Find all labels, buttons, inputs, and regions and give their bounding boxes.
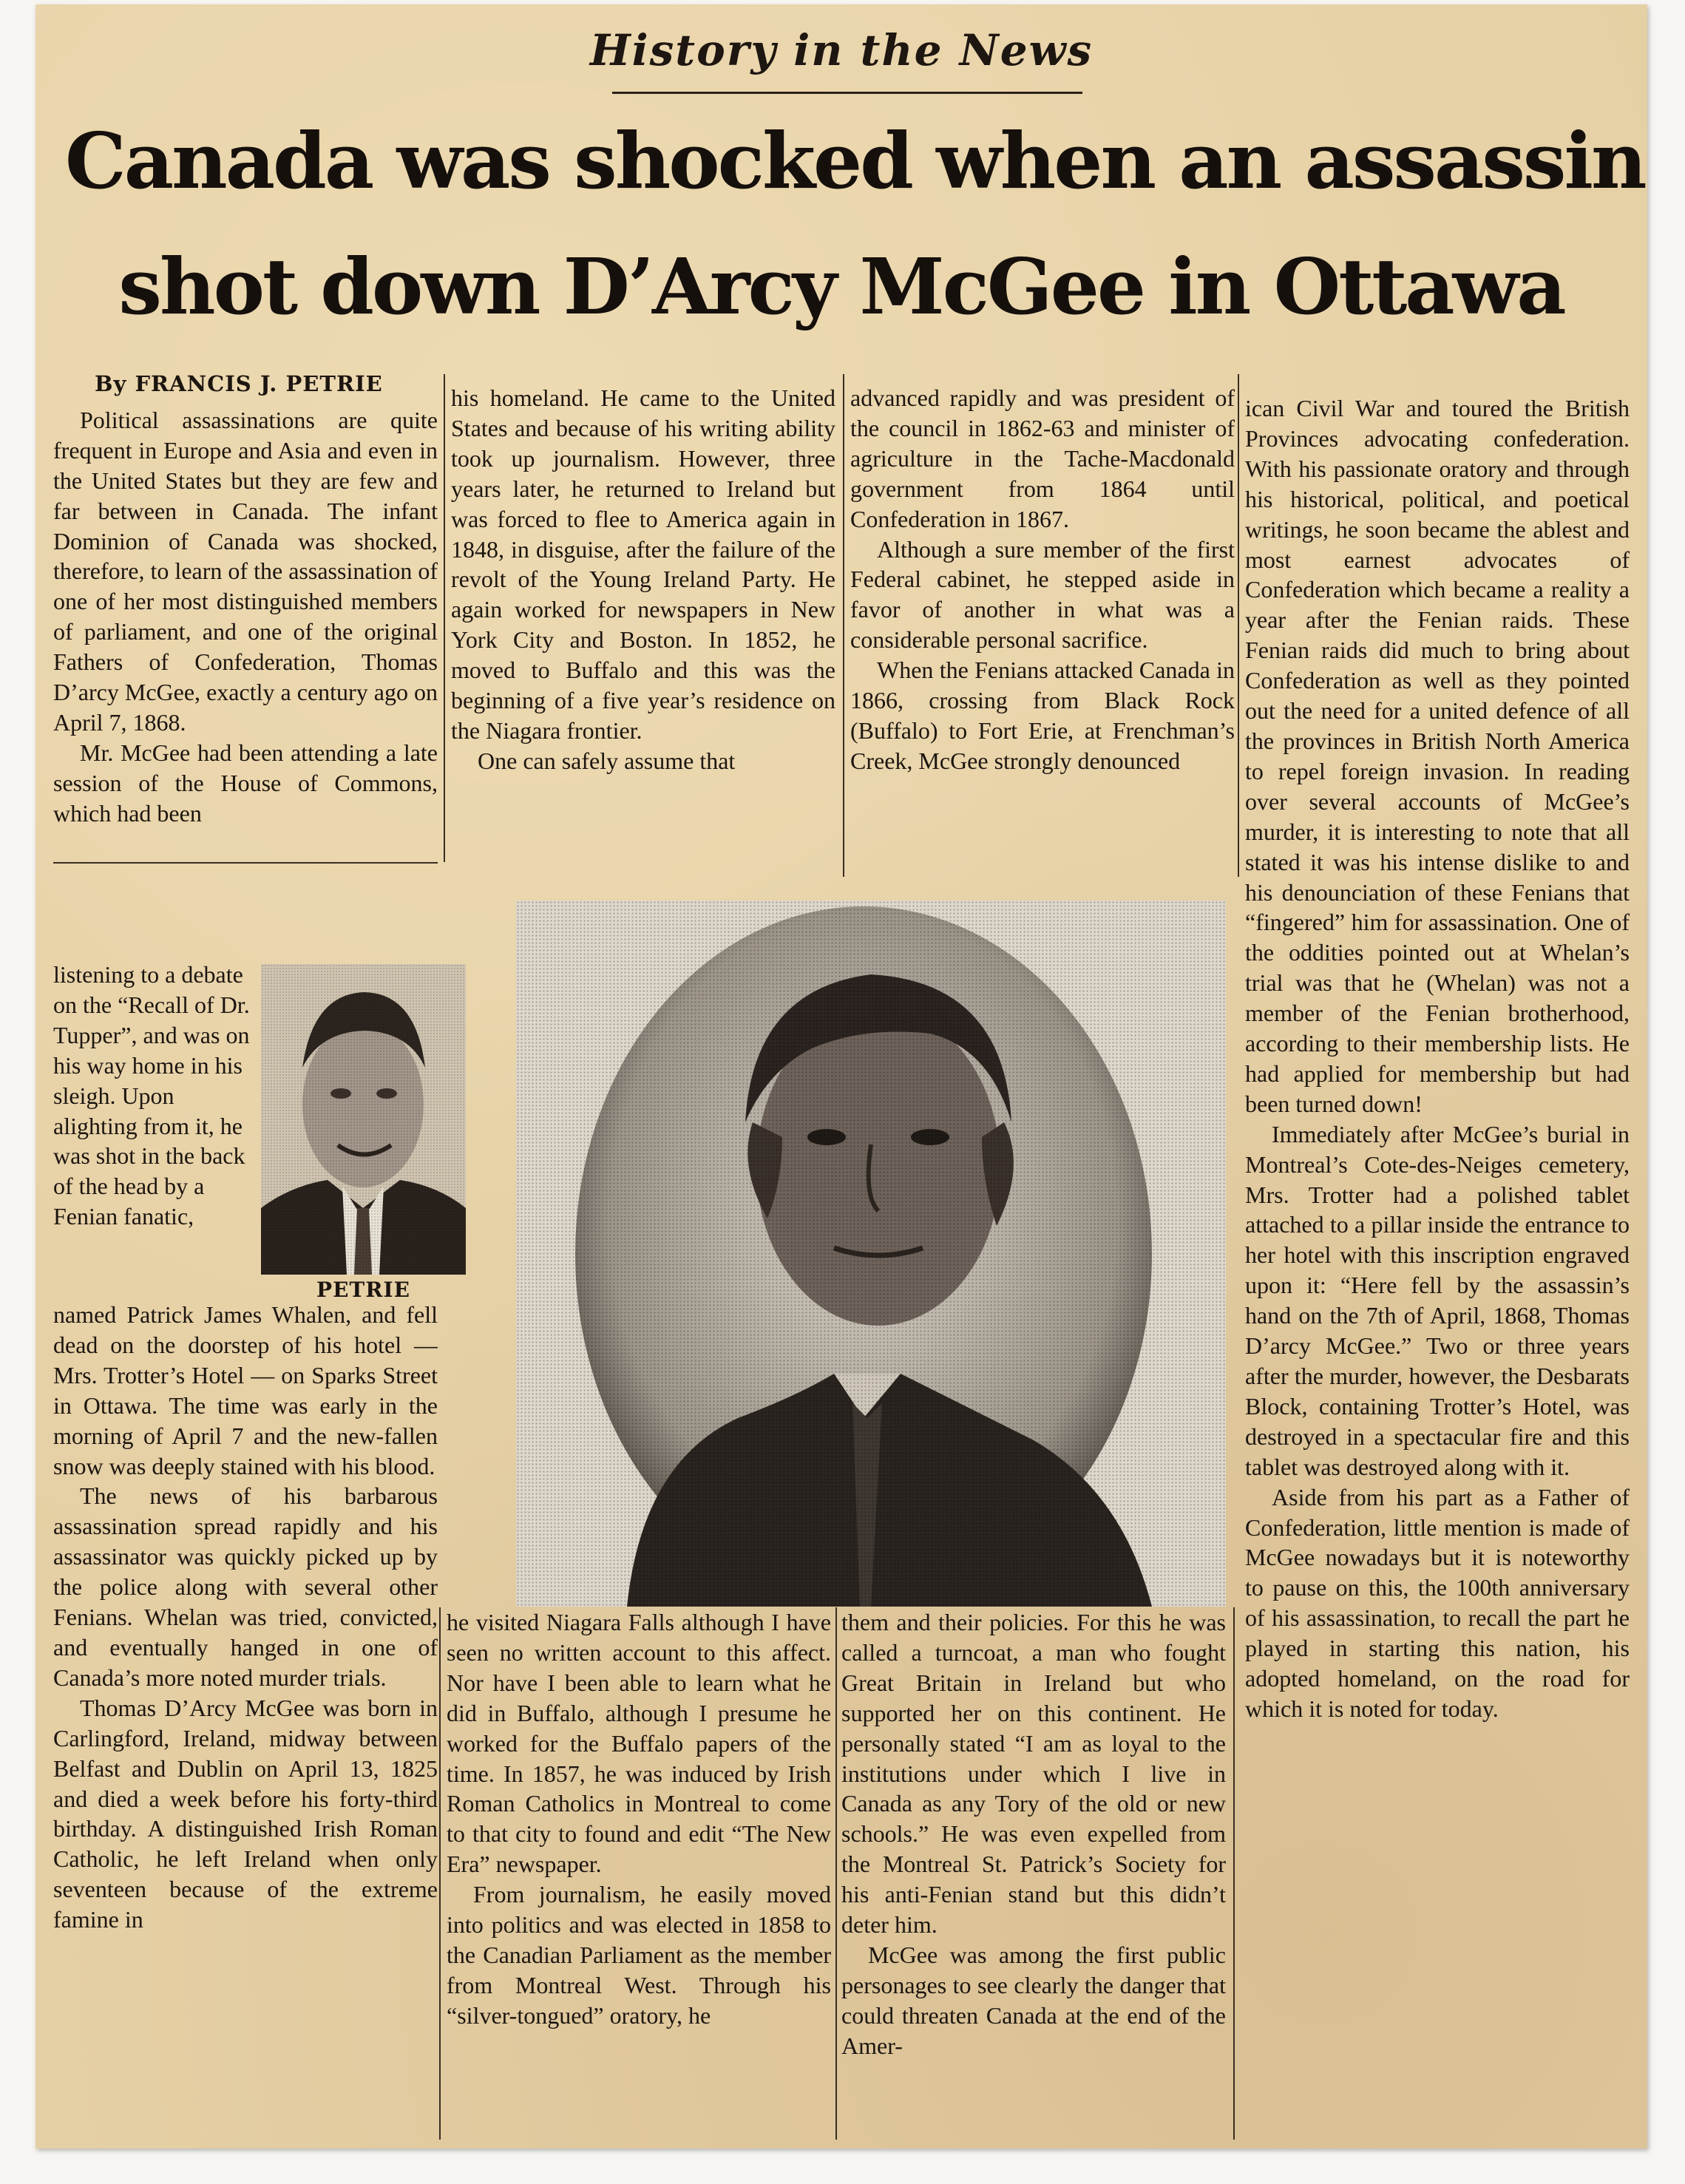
- article-paragraph: he visited Niagara Falls although I have seen no written account to this affect. Nor have I been able to learn what he did in Buffalo, although I presume he worked for the Buffalo papers of the time. In 1857, he was induced by Irish Roman Catholics in Montreal to come to that city to found and edit “The New Era” newspaper.: [447, 1609, 831, 1878]
- article-paragraph: Political assassinations are quite frequent in Europe and Asia and even in the United States but they are few and far between in Canada. The infant Dominion of Canada was shocked, therefore, to learn of the assassination of one of her most distinguished members of parliament, and one of the original Fathers of Confederation, Thomas D’arcy McGee, exactly a century ago on April 7, 1868.: [53, 406, 438, 736]
- column-rule-4: [439, 1607, 441, 2140]
- article-paragraph: named Patrick James Whalen, and fell dead on the doorstep of his hotel — Mrs. Trotter’s Hotel — on Sparks Street in Ottawa. The time was early in the morning of April 7 and the new-fallen snow was deeply stained with his blood.: [53, 1301, 438, 1479]
- column-rule-2: [843, 374, 844, 877]
- article-paragraph: ican Civil War and toured the British Provinces advocating confederation. With his passionate oratory and through his historical, political, and poetical writings, he soon became the ablest and most earnest advocates of Confederation which became a reality a year after the Fenian raids. These Fenian raids did much to bring about Confederation as well as they pointed out the need for a united defence of all the provinces in British North America to repel foreign invasion. In reading over several accounts of McGee’s murder, it is interesting to note that all stated it was his intense dislike to and his denounciation of these Fenians that “fingered” him for assassination. One of the oddities pointed out at Whelan’s trial was that he (Whelan) was not a member of the Fenian brotherhood, according to their membership lists. He had applied for membership but had been turned down!: [1245, 395, 1630, 1117]
- column-rule-6: [1233, 1607, 1235, 2140]
- byline: By FRANCIS J. PETRIE: [95, 371, 383, 396]
- section-kicker: History in the News: [589, 25, 1094, 75]
- article-paragraph: Mr. McGee had been attending a late session of the House of Commons, which had been: [53, 739, 438, 827]
- column-rule-5: [835, 1607, 837, 2140]
- column-1-end-rule: [53, 862, 438, 864]
- column-4: [1245, 393, 1630, 2138]
- article-paragraph: Although a sure member of the first Federal cabinet, he stepped aside in favor of another in what was a considerable personal sacrifice.: [850, 535, 1235, 654]
- article-paragraph: them and their policies. For this he was called a turncoat, a man who fought Great Britain in Ireland but who supported her on this continent. He personally stated “I am as loyal to the institutions under which I live in Canada as any Tory of the old or new schools.” He was even expelled from the Montreal St. Patrick’s Society for his anti-Fenian stand but this didn’t deter him.: [841, 1609, 1226, 1939]
- author-photo-caption: PETRIE: [316, 1278, 410, 1302]
- column-2-top: [451, 383, 835, 877]
- article-paragraph: The news of his barbarous assassination spread rapidly and his assassinator was quickly picked up by the police along with several other Fenians. Whelan was tried, convicted, and eventually hanged in one of Canada’s more noted murder trials.: [53, 1482, 438, 1691]
- column-2-bottom: [447, 1607, 831, 2140]
- column-1-upper: [53, 369, 438, 968]
- column-3-top: [850, 383, 1235, 877]
- kicker-underline: [612, 92, 1082, 94]
- column-1-wrap: listening to a debate on the “Recall of Dr. Tupper”, and was on his way home in his sleigh. Upon alighting from it, he was shot in the back of the head by a Fenian fanatic,: [53, 961, 250, 1230]
- column-3-bottom: [841, 1607, 1226, 2140]
- author-photo: [261, 964, 466, 1275]
- headline-line-2: shot down D’Arcy McGee in Ottawa: [118, 241, 1564, 332]
- article-paragraph: From journalism, he easily moved into politics and was elected in 1858 to the Canadian Parliament as the member from Montreal West. Through his “silver-tongued” oratory, he: [447, 1881, 831, 2029]
- column-1-text: [53, 405, 438, 829]
- newspaper-clipping: [35, 4, 1647, 2149]
- column-1-lower: [53, 1300, 438, 2135]
- article-paragraph: Aside from his part as a Father of Confederation, little mention is made of McGee nowadays but it is noteworthy to pause on this, the 100th anniversary of his assassination, to recall the part he played in starting this nation, his adopted homeland, on the road for which it is noted for today.: [1245, 1483, 1630, 1722]
- article-paragraph: One can safely assume that: [478, 747, 736, 774]
- article-paragraph: When the Fenians attacked Canada in 1866, crossing from Black Rock (Buffalo) to Fort Erie, at Frenchman’s Creek, McGee strongly denounced: [850, 657, 1235, 774]
- column-rule-1: [444, 374, 445, 862]
- article-paragraph: Immediately after McGee’s burial in Montreal’s Cote-des-Neiges cemetery, Mrs. Trotter had a polished tablet attached to a pillar inside the entrance to her hotel with this inscription engraved upon it: “Here fell by the assassin’s hand on the 7th of April, 1868, Thomas D’arcy McGee.” Two or three years after the murder, however, the Desbarats Block, containing Trotter’s Hotel, was destroyed in a spectacular fire and this tablet was destroyed along with it.: [1245, 1120, 1630, 1480]
- mcgee-portrait: [516, 901, 1226, 1607]
- article-paragraph: advanced rapidly and was president of the council in 1862-63 and minister of agriculture in the Tache-Macdonald government from 1864 until Confederation in 1867.: [850, 384, 1235, 532]
- headline-line-1: Canada was shocked when an assassin: [65, 115, 1645, 206]
- article-paragraph: McGee was among the first public personages to see clearly the danger that could threaten Canada at the end of the Amer-: [841, 1941, 1226, 2059]
- article-paragraph: his homeland. He came to the United States and because of his writing ability took up journalism. However, three years later, he returned to Ireland but was forced to flee to America again in 1848, in disguise, after the failure of the revolt of the Young Ireland Party. He again worked for newspapers in New York City and Boston. In 1852, he moved to Buffalo and this was the beginning of a five year’s residence on the Niagara frontier.: [451, 384, 835, 744]
- column-rule-3: [1238, 374, 1239, 877]
- article-paragraph: Thomas D’Arcy McGee was born in Carlingford, Ireland, midway between Belfast and Dublin on April 13, 1825 and died a week before his forty-third birthday. A distinguished Irish Roman Catholic, he left Ireland when only seventeen because of the extreme famine in: [53, 1694, 438, 1933]
